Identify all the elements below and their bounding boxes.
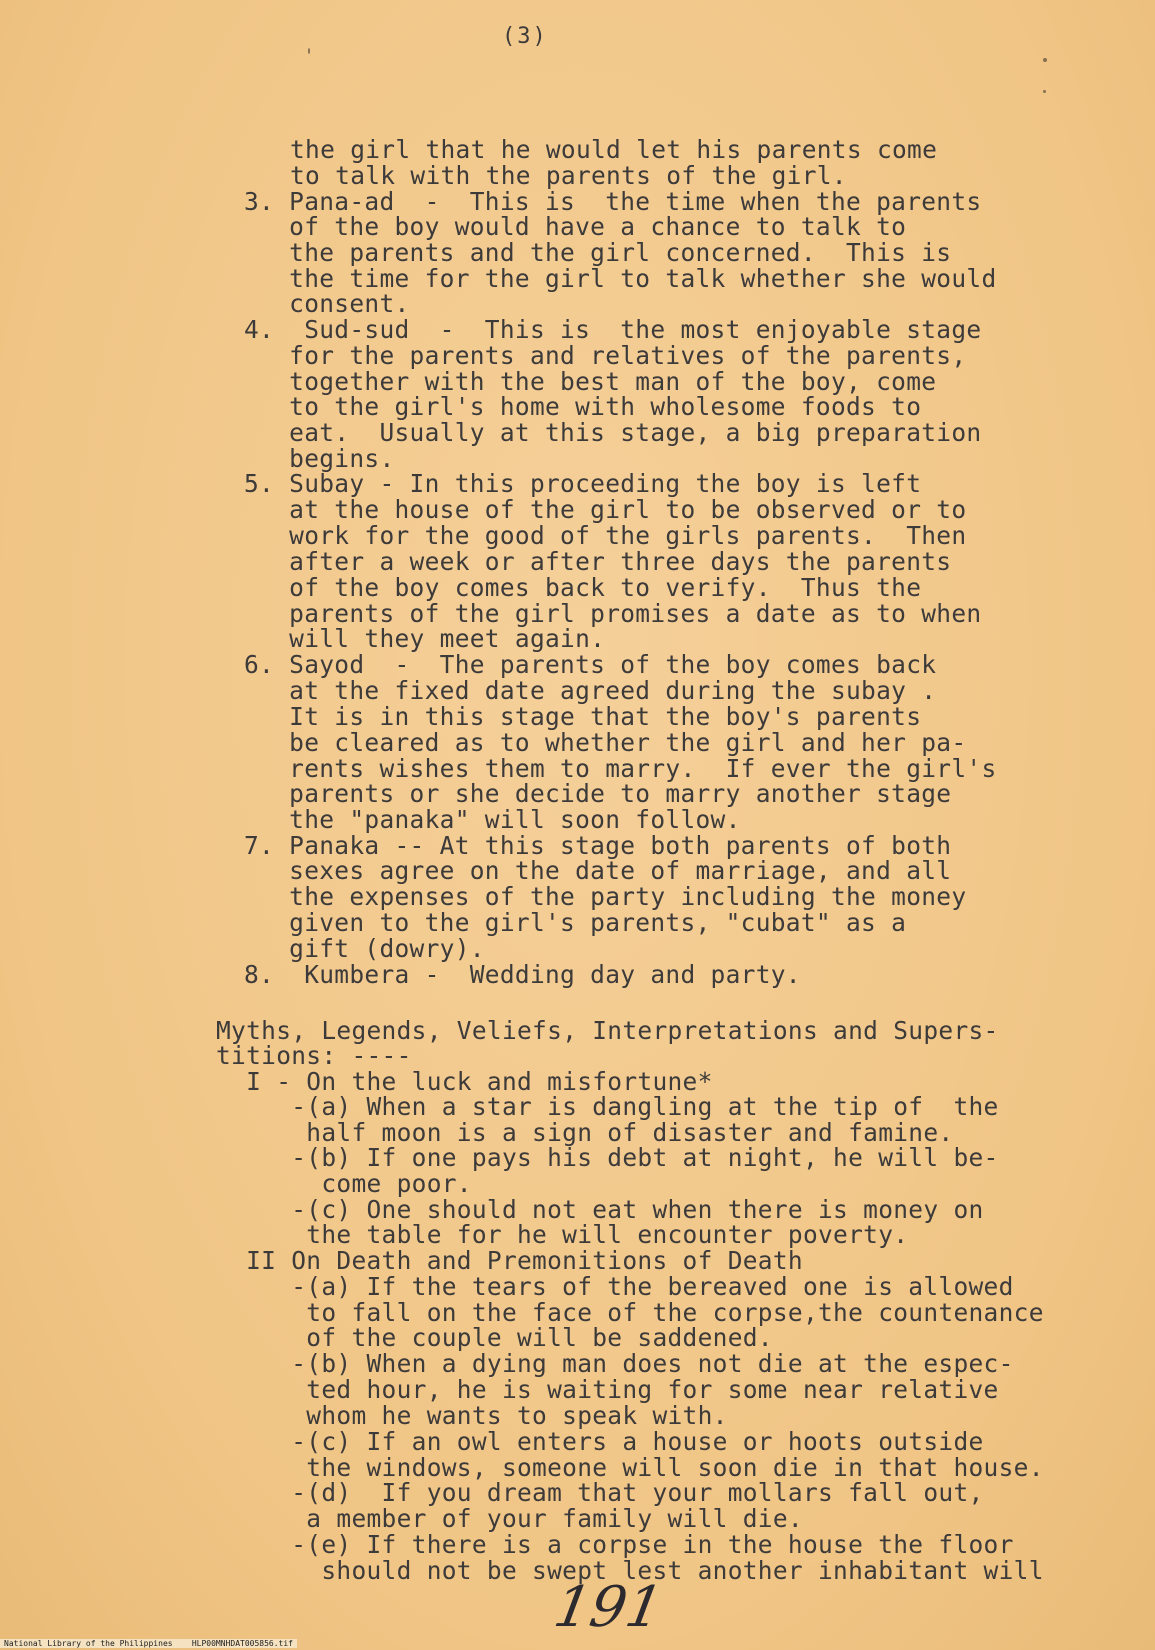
text-line: -(c) If an owl enters a house or hoots outside <box>216 1427 984 1456</box>
page-number: (3) <box>502 24 548 49</box>
text-line: ted hour, he is waiting for some near relative <box>216 1375 999 1404</box>
text-line: It is in this stage that the boy's parents <box>244 702 922 731</box>
text-line: be cleared as to whether the girl and her pa- <box>244 728 967 757</box>
text-line: begins. <box>244 444 395 473</box>
text-line: the windows, someone will soon die in that house. <box>216 1453 1044 1482</box>
text-line: -(a) When a star is dangling at the tip of the <box>216 1092 999 1121</box>
text-line: to the girl's home with wholesome foods to <box>244 392 922 421</box>
text-line: should not be swept lest another inhabitant will <box>216 1556 1044 1585</box>
text-line: at the fixed date agreed during the subay . <box>244 676 937 705</box>
text-line: -(e) If there is a corpse in the house the floor <box>216 1530 1014 1559</box>
text-line: rents wishes them to marry. If ever the girl's <box>244 754 997 783</box>
text-line: 8. Kumbera - Wedding day and party. <box>244 960 801 989</box>
text-line: -(b) When a dying man does not die at the espec- <box>216 1349 1014 1378</box>
ink-speck <box>1043 58 1047 62</box>
text-line: 7. Panaka -- At this stage both parents of both <box>244 831 952 860</box>
text-line: the time for the girl to talk whether she would <box>244 264 997 293</box>
text-line: given to the girl's parents, "cubat" as a <box>244 908 907 937</box>
text-line: the expenses of the party including the money <box>244 882 967 911</box>
text-line: parents or she decide to marry another stage <box>244 779 952 808</box>
text-line: to talk with the parents of the girl. <box>290 161 847 190</box>
text-line: come poor. <box>216 1169 472 1198</box>
text-line: sexes agree on the date of marriage, and all <box>244 856 952 885</box>
text-line: whom he wants to speak with. <box>216 1401 728 1430</box>
text-line: for the parents and relatives of the parents, <box>244 341 967 370</box>
text-line: II On Death and Premonitions of Death <box>216 1246 803 1275</box>
footer-caption: National Library of the Philippines HLP00MNHDAT005856.tif <box>0 1639 297 1648</box>
text-line: to fall on the face of the corpse,the countenance <box>216 1298 1044 1327</box>
handwritten-page-number: 191 <box>549 1575 668 1640</box>
text-line: will they meet again. <box>244 624 606 653</box>
text-line: gift (dowry). <box>244 934 485 963</box>
text-line: the "panaka" will soon follow. <box>244 805 741 834</box>
text-line: titions: ---- <box>216 1041 412 1070</box>
text-line: together with the best man of the boy, come <box>244 367 937 396</box>
text-line: after a week or after three days the parents <box>244 547 952 576</box>
text-line: -(a) If the tears of the bereaved one is allowed <box>216 1272 1014 1301</box>
text-line: half moon is a sign of disaster and famine. <box>216 1118 954 1147</box>
text-line: 4. Sud-sud - This is the most enjoyable stage <box>244 315 982 344</box>
ink-speck <box>1043 90 1046 93</box>
text-line: I - On the luck and misfortune* <box>216 1067 713 1096</box>
ink-speck <box>308 48 310 54</box>
text-line: -(c) One should not eat when there is money on <box>216 1195 984 1224</box>
text-line: parents of the girl promises a date as to when <box>244 599 982 628</box>
text-line: -(b) If one pays his debt at night, he will be- <box>216 1143 999 1172</box>
text-line: at the house of the girl to be observed or to <box>244 495 967 524</box>
text-line: 3. Pana-ad - This is the time when the parents <box>244 187 982 216</box>
text-line: -(d) If you dream that your mollars fall out, <box>216 1478 984 1507</box>
text-line: eat. Usually at this stage, a big preparation <box>244 418 982 447</box>
text-line: the parents and the girl concerned. This is <box>244 238 952 267</box>
text-line: Myths, Legends, Veliefs, Interpretations and Supers- <box>216 1016 999 1045</box>
text-line: of the boy comes back to verify. Thus the <box>244 573 922 602</box>
text-line: of the couple will be saddened. <box>216 1323 773 1352</box>
text-line: 6. Sayod - The parents of the boy comes back <box>244 650 937 679</box>
text-line: of the boy would have a chance to talk to <box>244 212 907 241</box>
text-line: a member of your family will die. <box>216 1504 803 1533</box>
text-line: the girl that he would let his parents come <box>290 135 938 164</box>
text-line: consent. <box>244 289 410 318</box>
text-line: work for the good of the girls parents. Then <box>244 521 967 550</box>
text-line: 5. Subay - In this proceeding the boy is left <box>244 469 922 498</box>
text-line: the table for he will encounter poverty. <box>216 1220 909 1249</box>
